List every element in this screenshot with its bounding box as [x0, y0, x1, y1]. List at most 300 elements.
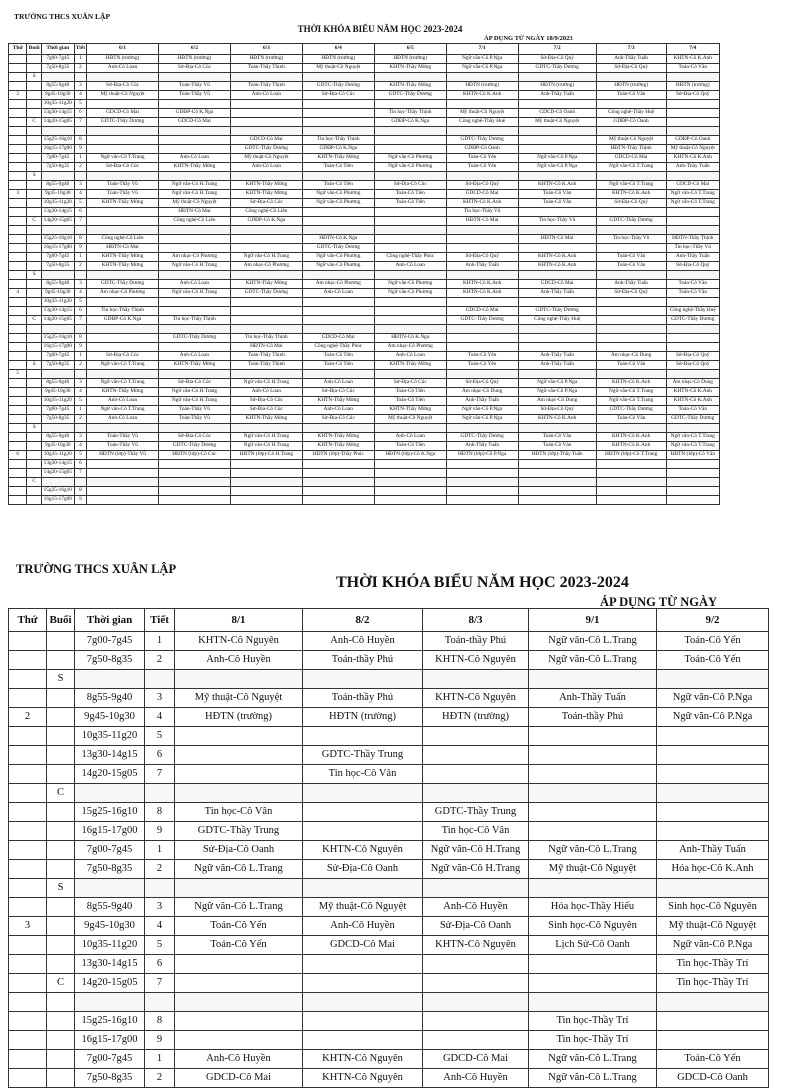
- lesson-cell: Mỹ thuật-Cô Nguyệt: [446, 109, 518, 118]
- table-row: [9, 361, 720, 370]
- lesson-cell: [529, 879, 657, 898]
- lesson-cell: [446, 343, 518, 352]
- column-header: Thứ: [9, 44, 27, 55]
- lesson-cell: Anh-Cô Loan: [158, 154, 230, 163]
- period-cell: [74, 370, 86, 379]
- day-cell: [9, 325, 27, 334]
- column-header: 7/4: [666, 44, 719, 55]
- lesson-cell: Sử-Địa-Cô Cúc: [230, 406, 302, 415]
- day-cell: [9, 163, 27, 172]
- lesson-cell: Anh-Thầy Tuấn: [518, 352, 596, 361]
- period-cell: 9: [74, 343, 86, 352]
- lesson-cell: [423, 1031, 529, 1050]
- school-name: TRƯỜNG THCS XUÂN LẬP: [14, 12, 111, 21]
- table-row: [9, 280, 720, 289]
- session-cell: C: [27, 316, 41, 325]
- lesson-cell: GDĐP-Cô K.Nga: [374, 118, 446, 127]
- lesson-cell: [158, 469, 230, 478]
- lesson-cell: [158, 127, 230, 136]
- lesson-cell: GDTC-Thầy Trung: [303, 746, 423, 765]
- lesson-cell: [666, 100, 719, 109]
- lesson-cell: Ngữ văn-Cô T.Trang: [666, 199, 719, 208]
- lesson-cell: Sử-Địa-Cô Quý: [596, 289, 666, 298]
- lesson-cell: [596, 424, 666, 433]
- lesson-cell: [230, 235, 302, 244]
- lesson-cell: [446, 127, 518, 136]
- table-row: [9, 708, 769, 727]
- period-cell: 4: [74, 91, 86, 100]
- time-cell: 10g35-11g20: [41, 199, 74, 208]
- time-cell: [75, 993, 145, 1012]
- lesson-cell: [518, 460, 596, 469]
- day-cell: [9, 316, 27, 325]
- table-row: [9, 181, 720, 190]
- lesson-cell: [303, 727, 423, 746]
- lesson-cell: [374, 127, 446, 136]
- time-cell: 7g00-7g45: [75, 841, 145, 860]
- lesson-cell: [666, 325, 719, 334]
- lesson-cell: [518, 73, 596, 82]
- time-cell: 9g45-10g30: [41, 442, 74, 451]
- lesson-cell: Anh-Cô Huyền: [423, 898, 529, 917]
- lesson-cell: Sử-Địa-Cô Quý: [518, 55, 596, 64]
- lesson-cell: [446, 244, 518, 253]
- lesson-cell: Mỹ thuật-Cô Nguyệt: [87, 91, 159, 100]
- time-cell: 14g20-15g05: [75, 765, 145, 784]
- session-cell: [27, 289, 41, 298]
- lesson-cell: [374, 235, 446, 244]
- time-cell: 10g35-11g20: [75, 727, 145, 746]
- period-cell: 4: [74, 289, 86, 298]
- lesson-cell: [230, 298, 302, 307]
- lesson-cell: [87, 73, 159, 82]
- session-cell: [27, 496, 41, 505]
- lesson-cell: [175, 727, 303, 746]
- time-cell: 10g35-11g20: [75, 936, 145, 955]
- lesson-cell: [423, 746, 529, 765]
- table-row: [9, 1012, 769, 1031]
- table-row: [9, 109, 720, 118]
- day-cell: [9, 271, 27, 280]
- table-row: [9, 370, 720, 379]
- lesson-cell: Ngữ văn-Cô P.Nga: [446, 415, 518, 424]
- time-cell: 14g20-15g05: [75, 974, 145, 993]
- lesson-cell: [374, 307, 446, 316]
- lesson-cell: [230, 316, 302, 325]
- lesson-cell: HĐTN (lớp)-Thầy Tuấn: [518, 451, 596, 460]
- lesson-cell: Toán-Thầy Vũ: [158, 82, 230, 91]
- session-cell: [47, 841, 75, 860]
- lesson-cell: [666, 334, 719, 343]
- lesson-cell: Âm nhạc-Cô Dung: [596, 352, 666, 361]
- lesson-cell: [446, 496, 518, 505]
- lesson-cell: Anh-Thầy Tuấn: [666, 253, 719, 262]
- session-cell: [47, 746, 75, 765]
- lesson-cell: [158, 343, 230, 352]
- lesson-cell: Toán-Cô Vân: [596, 262, 666, 271]
- lesson-cell: Anh-Thầy Tuấn: [446, 262, 518, 271]
- time-cell: 8g55-9g40: [41, 280, 74, 289]
- lesson-cell: Ngữ văn-Cô T.Trang: [87, 379, 159, 388]
- lesson-cell: KHTN-Thầy Mừng: [230, 181, 302, 190]
- day-cell: 2: [9, 708, 47, 727]
- table-row: [9, 190, 720, 199]
- time-cell: 7g50-8g35: [41, 262, 74, 271]
- session-cell: [27, 109, 41, 118]
- lesson-cell: [518, 424, 596, 433]
- session-cell: [27, 154, 41, 163]
- time-cell: [75, 879, 145, 898]
- day-cell: [9, 181, 27, 190]
- lesson-cell: KHTN-Cô K.Anh: [596, 433, 666, 442]
- lesson-cell: [657, 727, 769, 746]
- lesson-cell: Toán-Thầy Vũ: [87, 190, 159, 199]
- table-row: [9, 271, 720, 280]
- lesson-cell: Anh-Cô Loan: [302, 406, 374, 415]
- time-cell: 16g15-17g00: [41, 244, 74, 253]
- lesson-cell: [596, 298, 666, 307]
- lesson-cell: Toán-Cô Vân: [596, 253, 666, 262]
- period-cell: 5: [74, 298, 86, 307]
- table-row: [9, 1031, 769, 1050]
- session-cell: [47, 1069, 75, 1088]
- lesson-cell: Sinh học-Cô Nguyên: [529, 917, 657, 936]
- table-row: [9, 307, 720, 316]
- lesson-cell: [666, 127, 719, 136]
- lesson-cell: Công nghệ-Thầy Huệ: [596, 109, 666, 118]
- lesson-cell: KHTN-Cô K.Anh: [518, 253, 596, 262]
- lesson-cell: [423, 670, 529, 689]
- lesson-cell: Anh-Thầy Tuấn: [596, 55, 666, 64]
- lesson-cell: [518, 334, 596, 343]
- session-cell: [27, 388, 41, 397]
- column-header: 6/3: [230, 44, 302, 55]
- session-cell: [27, 235, 41, 244]
- day-cell: [9, 651, 47, 670]
- lesson-cell: [374, 172, 446, 181]
- lesson-cell: [518, 496, 596, 505]
- lesson-cell: Toán-Cô Yên: [446, 361, 518, 370]
- lesson-cell: [303, 879, 423, 898]
- lesson-cell: [657, 784, 769, 803]
- lesson-cell: [87, 298, 159, 307]
- session-cell: [27, 262, 41, 271]
- period-cell: 4: [145, 708, 175, 727]
- lesson-cell: HĐTN (lớp)-Cô P.Nga: [446, 451, 518, 460]
- table-row: [9, 784, 769, 803]
- lesson-cell: Anh-Thầy Tuấn: [666, 163, 719, 172]
- lesson-cell: Tin học-Thầy Thịnh: [374, 109, 446, 118]
- column-header: 7/2: [518, 44, 596, 55]
- period-cell: 3: [74, 280, 86, 289]
- lesson-cell: GDĐP-Cô K.Nga: [230, 217, 302, 226]
- lesson-cell: HĐTN (lớp)-Cô T.Trang: [596, 451, 666, 460]
- lesson-cell: GDTC-Thầy Dương: [374, 91, 446, 100]
- lesson-cell: [230, 244, 302, 253]
- lesson-cell: Công nghệ-Cô Liên: [230, 208, 302, 217]
- lesson-cell: GDCD-Cô Mai: [230, 136, 302, 145]
- lesson-cell: [518, 145, 596, 154]
- lesson-cell: Tin học-Thầy Vũ: [596, 235, 666, 244]
- lesson-cell: HĐTN (trường): [158, 55, 230, 64]
- timetable-sheet-grade-8-9: [0, 548, 768, 1083]
- lesson-cell: GDTC-Thầy Dương: [666, 415, 719, 424]
- session-cell: [27, 190, 41, 199]
- lesson-cell: [175, 784, 303, 803]
- lesson-cell: GDTC-Thầy Trung: [423, 803, 529, 822]
- lesson-cell: [302, 127, 374, 136]
- session-cell: [47, 898, 75, 917]
- period-cell: 3: [74, 181, 86, 190]
- lesson-cell: [596, 343, 666, 352]
- period-cell: 2: [145, 1069, 175, 1088]
- day-cell: [9, 118, 27, 127]
- timetable-grid: [8, 43, 720, 505]
- lesson-cell: Sử-Địa-Cô Cúc: [302, 388, 374, 397]
- table-row: [9, 898, 769, 917]
- lesson-cell: Ngữ văn-Cô P.Nga: [446, 406, 518, 415]
- table-row: [9, 496, 720, 505]
- lesson-cell: Sử-Địa-Cô Oanh: [423, 917, 529, 936]
- session-cell: C: [47, 974, 75, 993]
- table-row: [9, 262, 720, 271]
- table-row: [9, 325, 720, 334]
- time-cell: 7g00-7g45: [41, 253, 74, 262]
- period-cell: 6: [145, 955, 175, 974]
- lesson-cell: Anh-Thầy Tuấn: [446, 397, 518, 406]
- period-cell: 1: [145, 632, 175, 651]
- lesson-cell: HĐTN-Thầy Thịnh: [596, 145, 666, 154]
- session-cell: [47, 860, 75, 879]
- session-cell: [47, 651, 75, 670]
- table-row: [9, 841, 769, 860]
- lesson-cell: [529, 974, 657, 993]
- lesson-cell: [446, 172, 518, 181]
- lesson-cell: [518, 271, 596, 280]
- lesson-cell: [302, 460, 374, 469]
- lesson-cell: Sử-Địa-Cô Cúc: [158, 379, 230, 388]
- time-cell: 8g55-9g40: [75, 898, 145, 917]
- lesson-cell: Anh-Cô Loan: [302, 379, 374, 388]
- lesson-cell: Ngữ văn-Cô T.Trang: [666, 433, 719, 442]
- day-cell: [9, 199, 27, 208]
- table-row: [9, 1050, 769, 1069]
- lesson-cell: HĐTN (trường): [423, 708, 529, 727]
- period-cell: 4: [74, 442, 86, 451]
- lesson-cell: [446, 298, 518, 307]
- lesson-cell: Sử-Địa-Cô Cúc: [87, 163, 159, 172]
- day-cell: [9, 460, 27, 469]
- period-cell: 9: [145, 1031, 175, 1050]
- period-cell: 7: [145, 974, 175, 993]
- lesson-cell: KHTN-Cô K.Anh: [666, 397, 719, 406]
- lesson-cell: [596, 325, 666, 334]
- lesson-cell: [158, 73, 230, 82]
- lesson-cell: GDTC-Thầy Dương: [230, 289, 302, 298]
- lesson-cell: [446, 271, 518, 280]
- period-cell: [145, 993, 175, 1012]
- lesson-cell: [518, 172, 596, 181]
- day-cell: [9, 64, 27, 73]
- lesson-cell: [87, 496, 159, 505]
- lesson-cell: Hóa học-Thầy Hiếu: [529, 898, 657, 917]
- period-cell: 1: [74, 253, 86, 262]
- lesson-cell: [302, 316, 374, 325]
- lesson-cell: Anh-Thầy Tuấn: [529, 689, 657, 708]
- time-cell: 15g25-16g10: [41, 235, 74, 244]
- lesson-cell: GDCD-Cô Mai: [446, 190, 518, 199]
- lesson-cell: [87, 127, 159, 136]
- lesson-cell: [302, 73, 374, 82]
- column-header: Tiết: [145, 609, 175, 632]
- lesson-cell: Toán-Cô Tiên: [374, 442, 446, 451]
- day-cell: [9, 1069, 47, 1088]
- lesson-cell: [446, 469, 518, 478]
- lesson-cell: GDCD-Cô Oanh: [657, 1069, 769, 1088]
- lesson-cell: [374, 460, 446, 469]
- time-cell: 7g50-8g35: [75, 1069, 145, 1088]
- lesson-cell: [446, 235, 518, 244]
- session-cell: [47, 822, 75, 841]
- lesson-cell: Tin học-Thầy Thịnh: [230, 334, 302, 343]
- lesson-cell: Mỹ thuật-Cô Nguyệt: [158, 199, 230, 208]
- session-cell: [27, 442, 41, 451]
- lesson-cell: Sử-Địa-Cô Cúc: [230, 397, 302, 406]
- lesson-cell: [657, 803, 769, 822]
- lesson-cell: Tin học-Thầy Trí: [529, 1031, 657, 1050]
- period-cell: [145, 784, 175, 803]
- session-cell: [27, 100, 41, 109]
- time-cell: 7g00-7g45: [41, 352, 74, 361]
- lesson-cell: Toán-Cô Vân: [666, 64, 719, 73]
- time-cell: 15g25-16g10: [41, 136, 74, 145]
- session-cell: [27, 163, 41, 172]
- time-cell: 9g45-10g30: [75, 708, 145, 727]
- lesson-cell: [158, 424, 230, 433]
- lesson-cell: KHTN-Thầy Mừng: [302, 397, 374, 406]
- lesson-cell: Toán-Thầy Thịnh: [230, 352, 302, 361]
- column-header: Buổi: [47, 609, 75, 632]
- lesson-cell: Anh-Cô Huyền: [303, 632, 423, 651]
- lesson-cell: Toán-Cô Tiên: [302, 361, 374, 370]
- lesson-cell: [302, 298, 374, 307]
- day-cell: [9, 334, 27, 343]
- lesson-cell: HĐTN (trường): [302, 55, 374, 64]
- lesson-cell: [666, 343, 719, 352]
- session-cell: S: [47, 879, 75, 898]
- lesson-cell: [230, 478, 302, 487]
- lesson-cell: [374, 271, 446, 280]
- lesson-cell: Sử-Địa-Cô Cúc: [87, 82, 159, 91]
- lesson-cell: HĐTN (trường): [175, 708, 303, 727]
- session-cell: [27, 469, 41, 478]
- column-header: Thời gian: [75, 609, 145, 632]
- table-row: [9, 469, 720, 478]
- lesson-cell: KHTN-Thầy Mừng: [158, 163, 230, 172]
- lesson-cell: Ngữ văn-Cô Phương: [302, 199, 374, 208]
- lesson-cell: [446, 487, 518, 496]
- lesson-cell: [446, 73, 518, 82]
- period-cell: 2: [74, 415, 86, 424]
- table-row: [9, 433, 720, 442]
- lesson-cell: [596, 460, 666, 469]
- period-cell: 5: [145, 727, 175, 746]
- lesson-cell: Mỹ thuật-Cô Nguyệt: [374, 415, 446, 424]
- lesson-cell: Toán-Cô Tiên: [374, 199, 446, 208]
- lesson-cell: Ngữ văn-Cô L.Trang: [175, 898, 303, 917]
- lesson-cell: [423, 955, 529, 974]
- lesson-cell: [175, 955, 303, 974]
- lesson-cell: Ngữ văn-Cô H.Trang: [158, 181, 230, 190]
- table-row: [9, 917, 769, 936]
- lesson-cell: [518, 478, 596, 487]
- period-cell: 7: [74, 118, 86, 127]
- lesson-cell: [596, 370, 666, 379]
- period-cell: 1: [74, 154, 86, 163]
- lesson-cell: KHTN-Cô K.Anh: [666, 388, 719, 397]
- lesson-cell: Sinh học-Cô Nguyên: [657, 898, 769, 917]
- lesson-cell: Mỹ thuật-Cô Nguyệt: [230, 154, 302, 163]
- lesson-cell: HĐTN (trường): [374, 55, 446, 64]
- lesson-cell: Tin học-Thầy Vũ: [446, 208, 518, 217]
- time-cell: 15g25-16g10: [41, 487, 74, 496]
- lesson-cell: [423, 974, 529, 993]
- lesson-cell: Tin học-Thầy Trí: [529, 1012, 657, 1031]
- lesson-cell: GDĐP-Cô Oanh: [666, 136, 719, 145]
- lesson-cell: GDĐP-Cô Oanh: [596, 118, 666, 127]
- lesson-cell: Âm nhạc-Cô Phương: [302, 280, 374, 289]
- session-cell: [27, 433, 41, 442]
- table-row: [9, 163, 720, 172]
- column-header: 7/3: [596, 44, 666, 55]
- lesson-cell: [666, 424, 719, 433]
- lesson-cell: [666, 226, 719, 235]
- time-cell: 13g30-14g15: [41, 460, 74, 469]
- time-cell: 15g25-16g10: [75, 1012, 145, 1031]
- lesson-cell: Anh-Cô Huyền: [423, 1069, 529, 1088]
- period-cell: 4: [74, 388, 86, 397]
- day-cell: [9, 145, 27, 154]
- period-cell: 5: [145, 936, 175, 955]
- time-cell: 7g50-8g35: [41, 64, 74, 73]
- table-row: [9, 55, 720, 64]
- lesson-cell: Công nghệ-Cô Liên: [158, 217, 230, 226]
- table-row: [9, 208, 720, 217]
- lesson-cell: HĐTN-Cô Mai: [87, 244, 159, 253]
- lesson-cell: [518, 469, 596, 478]
- day-cell: [9, 955, 47, 974]
- lesson-cell: [87, 343, 159, 352]
- session-cell: [27, 343, 41, 352]
- lesson-cell: [666, 478, 719, 487]
- period-cell: [145, 879, 175, 898]
- lesson-cell: Công nghệ-Thầy Phúc: [374, 253, 446, 262]
- lesson-cell: [666, 469, 719, 478]
- day-cell: [9, 1031, 47, 1050]
- lesson-cell: GDTC-Thầy Dương: [596, 217, 666, 226]
- lesson-cell: Ngữ văn-Cô H.Trang: [230, 379, 302, 388]
- lesson-cell: [87, 334, 159, 343]
- lesson-cell: Toán-Thầy Thịnh: [230, 64, 302, 73]
- lesson-cell: Ngữ văn-Cô H.Trang: [158, 397, 230, 406]
- lesson-cell: [374, 325, 446, 334]
- session-cell: [27, 406, 41, 415]
- lesson-cell: Ngữ văn-Cô Phương: [302, 190, 374, 199]
- lesson-cell: [666, 496, 719, 505]
- lesson-cell: [158, 370, 230, 379]
- lesson-cell: [302, 424, 374, 433]
- table-row: [9, 199, 720, 208]
